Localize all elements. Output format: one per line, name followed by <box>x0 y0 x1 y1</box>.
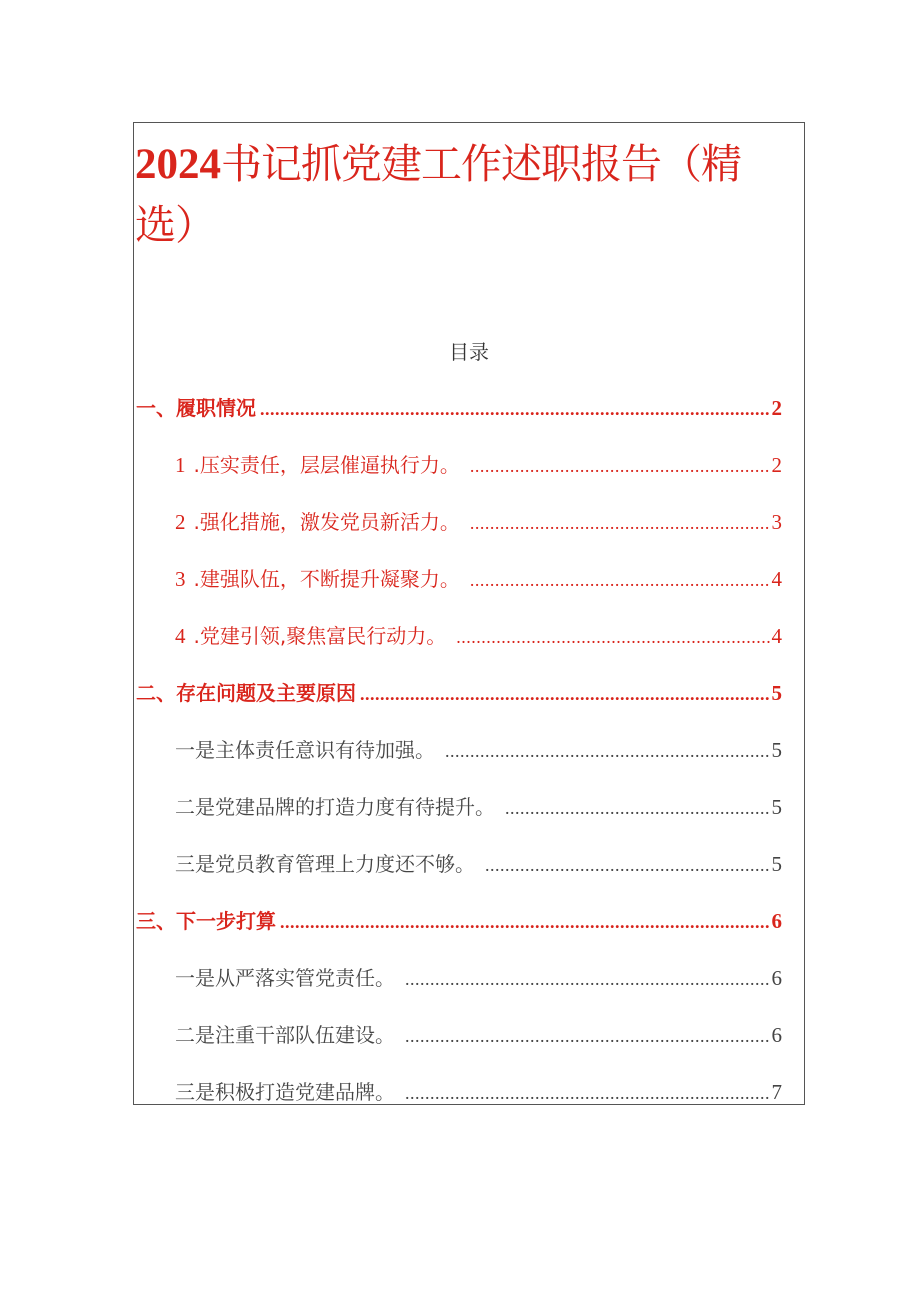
toc-entry-label: .压实责任，层层催逼执行力。 <box>193 453 460 477</box>
toc-entry-label: 二是党建品牌的打造力度有待提升。 <box>175 795 495 819</box>
toc-page-number: 6 <box>771 966 782 990</box>
toc-entry-section-3[interactable] <box>136 905 782 937</box>
toc-leader-dots <box>280 906 770 938</box>
toc-entry-label: 二、存在问题及主要原因 <box>136 681 356 705</box>
toc-page-number: 3 <box>771 510 782 534</box>
toc-entry-2-1[interactable] <box>175 734 782 766</box>
toc-entry-1-2[interactable] <box>175 506 782 538</box>
toc-page-number: 5 <box>771 681 782 705</box>
toc-leader-dots <box>505 792 770 824</box>
toc-page-number: 4 <box>771 567 782 591</box>
toc-entry-number: 1 <box>175 453 186 477</box>
toc-entry-3-2[interactable] <box>175 1019 782 1051</box>
toc-heading: 目录 <box>449 340 489 364</box>
toc-leader-dots <box>405 1020 770 1052</box>
toc-entry-section-2[interactable] <box>136 677 782 709</box>
toc-page-number: 6 <box>771 1023 782 1047</box>
toc-leader-dots <box>405 963 770 995</box>
toc-entry-label: .强化措施，激发党员新活力。 <box>193 510 460 534</box>
toc-leader-dots <box>470 507 770 539</box>
title-year: 2024 <box>135 141 221 188</box>
toc-page-number: 4 <box>771 624 782 648</box>
toc-page-number: 6 <box>771 909 782 933</box>
title-text: 书记抓党建工作述职报告（精选） <box>135 140 741 249</box>
toc-entry-label: 一、履职情况 <box>136 396 256 420</box>
toc-entry-label: .党建引领,聚焦富民行动力。 <box>193 624 447 648</box>
document-frame <box>133 122 805 1105</box>
toc-entry-label: 一是主体责任意识有待加强。 <box>175 738 435 762</box>
toc-leader-dots <box>470 450 770 482</box>
toc-leader-dots <box>445 735 770 767</box>
toc-leader-dots <box>405 1077 770 1109</box>
toc-page-number: 7 <box>771 1080 782 1104</box>
toc-entry-3-1[interactable] <box>175 962 782 994</box>
toc-entry-label: 三、下一步打算 <box>136 909 276 933</box>
toc-leader-dots <box>456 621 769 653</box>
toc-entry-2-3[interactable] <box>175 848 782 880</box>
toc-entry-section-1[interactable] <box>136 392 782 424</box>
toc-entry-1-4[interactable] <box>175 620 782 652</box>
toc-entry-3-3[interactable] <box>175 1076 782 1108</box>
toc-leader-dots <box>485 849 770 881</box>
toc-leader-dots <box>360 678 770 710</box>
toc-entry-1-3[interactable] <box>175 563 782 595</box>
toc-page-number: 2 <box>771 453 782 477</box>
toc-entry-1-1[interactable] <box>175 449 782 481</box>
toc-leader-dots <box>260 393 770 425</box>
toc-entry-label: 三是积极打造党建品牌。 <box>175 1080 395 1104</box>
toc-page-number: 5 <box>771 795 782 819</box>
toc-page-number: 2 <box>771 396 782 420</box>
document-title <box>135 134 775 255</box>
toc-page-number: 5 <box>771 852 782 876</box>
toc-entry-label: .建强队伍，不断提升凝聚力。 <box>193 567 460 591</box>
toc-entry-2-2[interactable] <box>175 791 782 823</box>
toc-entry-number: 2 <box>175 510 186 534</box>
toc-leader-dots <box>470 564 770 596</box>
toc-entry-label: 二是注重干部队伍建设。 <box>175 1023 395 1047</box>
toc-entry-label: 一是从严落实管党责任。 <box>175 966 395 990</box>
toc-entry-number: 3 <box>175 567 186 591</box>
toc-entry-label: 三是党员教育管理上力度还不够。 <box>175 852 475 876</box>
toc-page-number: 5 <box>771 738 782 762</box>
toc-entry-number: 4 <box>175 624 186 648</box>
